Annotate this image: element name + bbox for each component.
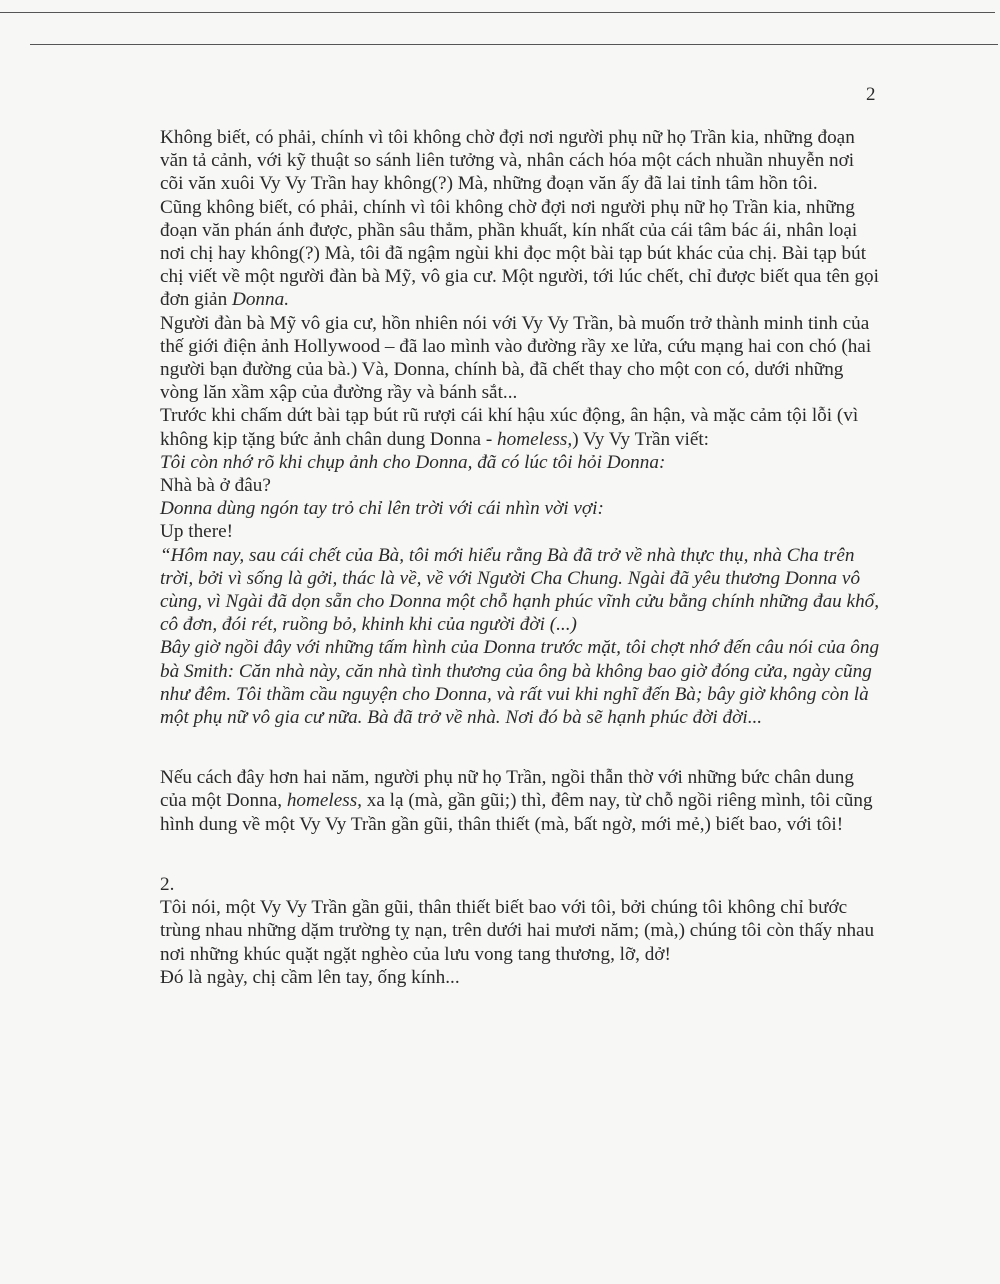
section-number: 2. xyxy=(160,873,175,895)
quote-line-3: Donna dùng ngón tay trỏ chỉ lên trời với cái nhìn vời vợi: xyxy=(160,498,604,520)
paragraph-2-text: Cũng không biết, có phải, chính vì tôi không chờ đợi nơi người phụ nữ họ Trần kia, những đoạn văn phán ánh được, phần sâu thẳm, phần khuất, kín nhất của cái tâm bác ái, nhân loại nơi chị hay không(?) Mà, tôi đã ngậm ngùi khi đọc một bài tạp bút khác của chị. Bài tạp bút chị viết về một người đàn bà Mỹ, vô gia cư. Một người, tới lúc chết, chỉ được biết qua tên gọi đơn giản xyxy=(160,196,879,311)
paragraph-5 xyxy=(160,766,880,836)
spacer xyxy=(160,836,880,873)
paragraph-4 xyxy=(160,404,880,450)
quote-paragraph-2: Bây giờ ngồi đây với những tấm hình của Donna trước mặt, tôi chợt nhớ đến câu nói của ông bà Smith: Căn nhà này, căn nhà tình thương của ông bà không bao giờ đóng cửa, ngày cũng như đêm. Tôi thầm cầu nguyện cho Donna, và rất vui khi nghĩ đến Bà; bây giờ không còn là một phụ nữ vô gia cư nữa. Bà đã trở về nhà. Nơi đó bà sẽ hạnh phúc đời đời... xyxy=(160,637,880,729)
paragraph-5-text-a: Nếu cách đây hơn hai năm, người phụ nữ họ Trần, ngồi thẫn thờ với những bức chân dung của một Donna, xyxy=(160,767,854,812)
quote-line-4: Up there! xyxy=(160,521,233,543)
quote-line-2: Nhà bà ở đâu? xyxy=(160,475,271,497)
spacer xyxy=(160,729,880,766)
donna-name: Donna. xyxy=(231,289,289,311)
quote-line-1: Tôi còn nhớ rõ khi chụp ảnh cho Donna, đã có lúc tôi hỏi Donna: xyxy=(160,451,666,473)
paragraph-7: Đó là ngày, chị cầm lên tay, ống kính... xyxy=(160,966,460,988)
paragraph-6: Tôi nói, một Vy Vy Trần gần gũi, thân thiết biết bao với tôi, bởi chúng tôi không chỉ bước trùng nhau những dặm trường tỵ nạn, trên dưới hai mươi năm; (mà,) chúng tôi còn thấy nhau nơi những khúc quặt ngặt nghèo của lưu vong tang thương, lỡ, dở! xyxy=(160,897,875,965)
paragraph-5-text-b: xa lạ (mà, gần gũi;) thì, đêm nay, từ chỗ ngồi riêng mình, tôi cũng hình dung về một Vy Vy Trần gần gũi, thân thiết (mà, bất ngờ, mới mẻ,) biết bao, với tôi! xyxy=(160,790,873,835)
homeless-term: homeless, xyxy=(497,428,573,450)
paragraph-1: Không biết, có phải, chính vì tôi không chờ đợi nơi người phụ nữ họ Trần kia, những đoạn văn tả cảnh, với kỹ thuật so sánh liên tưởng và, nhân cách hóa một cách nhuần nhuyễn nơi cõi văn xuôi Vy Vy Trần hay không(?) Mà, những đoạn văn ấy đã lai tỉnh tâm hồn tôi. xyxy=(160,127,855,195)
top-rule-upper xyxy=(0,12,995,13)
paragraph-2 xyxy=(160,196,880,312)
article-body xyxy=(160,126,880,989)
top-rule-lower xyxy=(30,44,998,45)
paragraph-3: Người đàn bà Mỹ vô gia cư, hồn nhiên nói với Vy Vy Trần, bà muốn trở thành minh tinh của thế giới điện ảnh Hollywood – đã lao mình vào đường rầy xe lửa, cứu mạng hai con chó (hai người bạn đường của bà.) Và, Donna, chính bà, đã chết thay cho một con có, dưới những vòng lăn xầm xập của đường rầy và bánh sắt... xyxy=(160,312,872,404)
quote-paragraph-1: “Hôm nay, sau cái chết của Bà, tôi mới hiểu rằng Bà đã trở về nhà thực thụ, nhà Cha trên trời, bởi vì sống là gởi, thác là về, về với Người Cha Chung. Ngài đã yêu thương Donna vô cùng, vì Ngài đã dọn sẵn cho Donna một chỗ hạnh phúc vĩnh cửu bằng chính những đau khổ, cô đơn, đói rét, ruồng bỏ, khinh khi của người đời (...) xyxy=(160,544,880,636)
paragraph-4-text-a: Trước khi chấm dứt bài tạp bút rũ rượi cái khí hậu xúc động, ân hận, và mặc cảm tội lỗi (vì không kịp tặng bức ảnh chân dung Donna - xyxy=(160,405,859,450)
paragraph-4-text-b: ) Vy Vy Trần viết: xyxy=(572,428,710,450)
homeless-term-2: homeless, xyxy=(286,790,362,812)
page-number: 2 xyxy=(866,84,876,105)
